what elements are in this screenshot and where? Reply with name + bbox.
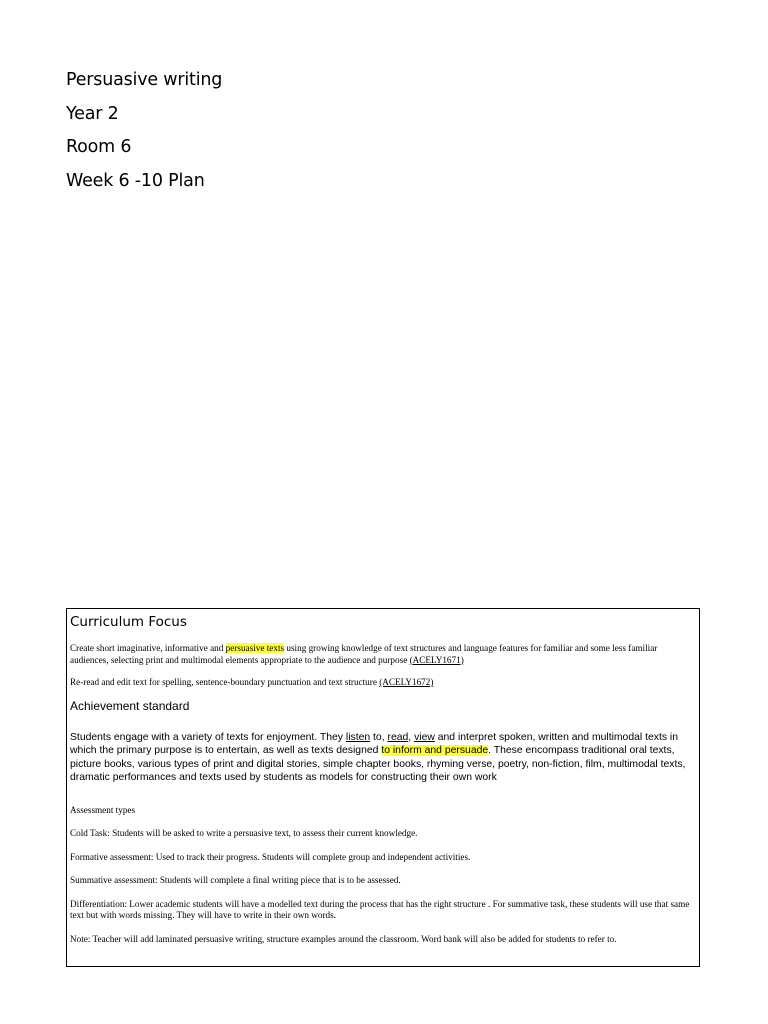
word-listen: listen [345,731,371,743]
heading-room: Room 6 [66,137,132,157]
formative-assessment-text: Formative assessment: Used to track their progress. Students will complete group and independent activities. [70,851,471,862]
curriculum-focus-title: Curriculum Focus [70,614,187,630]
reread-outcome [70,677,695,689]
word-view: view [414,731,435,743]
achievement-standard-title: Achievement standard [70,698,190,713]
achievement-text-4: and interpret spoken, written and multimodal texts in which the primary purpose is to entertain, as well as texts designed [70,731,679,756]
heading-plan: Week 6 -10 Plan [66,170,205,191]
differentiation-text: Differentiation: Lower academic students will have a modelled text during the process that has the right structure . For summative task, these students will use that same text but with words missing. They will have to write in their own words. [70,898,690,920]
achievement-text-3: , [408,731,415,743]
summative-assessment-text: Summative assessment: Students will complete a final writing piece that is to be assessed. [70,875,401,885]
heading-year: Year 2 [66,103,119,124]
achievement-text-2: to, [370,731,388,743]
achievement-text-1: Students engage with a variety of texts for enjoyment. They [70,731,346,743]
create-outcome [70,643,695,666]
assessment-types-title: Assessment types [70,804,136,815]
teacher-note-text: Note: Teacher will add laminated persuasive writing, structure examples around the classroom. Word bank will also be added for students to refer to. [70,933,617,944]
reread-text: Re-read and edit text for spelling, sentence-boundary punctuation and text structure [70,677,380,687]
highlight-inform-persuade: to inform and persuade [381,745,489,756]
heading-title: Persuasive writing [66,70,223,90]
highlight-persuasive-texts: persuasive texts [225,643,285,653]
document-heading [66,64,222,198]
achievement-text-5: . These encompass traditional oral texts, picture books, various types of print and digital stories, simple chapter books, rhyming verse, poetry, non-fiction, film, multimodal texts, dramatic performances and texts used by students as models for constructing their own work [70,745,686,783]
code-acely1672-link[interactable]: (ACELY1672) [379,677,434,687]
code-acely1671-link[interactable]: (ACELY1671) [409,654,464,665]
word-read: read [387,731,409,743]
curriculum-focus-box [66,608,700,967]
achievement-standard-text [70,731,695,785]
create-text-start: Create short imaginative, informative and [70,643,226,653]
cold-task-text: Cold Task: Students will be asked to write a persuasive text, to assess their current knowledge. [70,828,418,838]
create-text-end: using growing knowledge of text structures and language features for familiar and some less familiar audiences, selecting print and multimodal elements appropriate to the audience and purpose [70,643,658,665]
